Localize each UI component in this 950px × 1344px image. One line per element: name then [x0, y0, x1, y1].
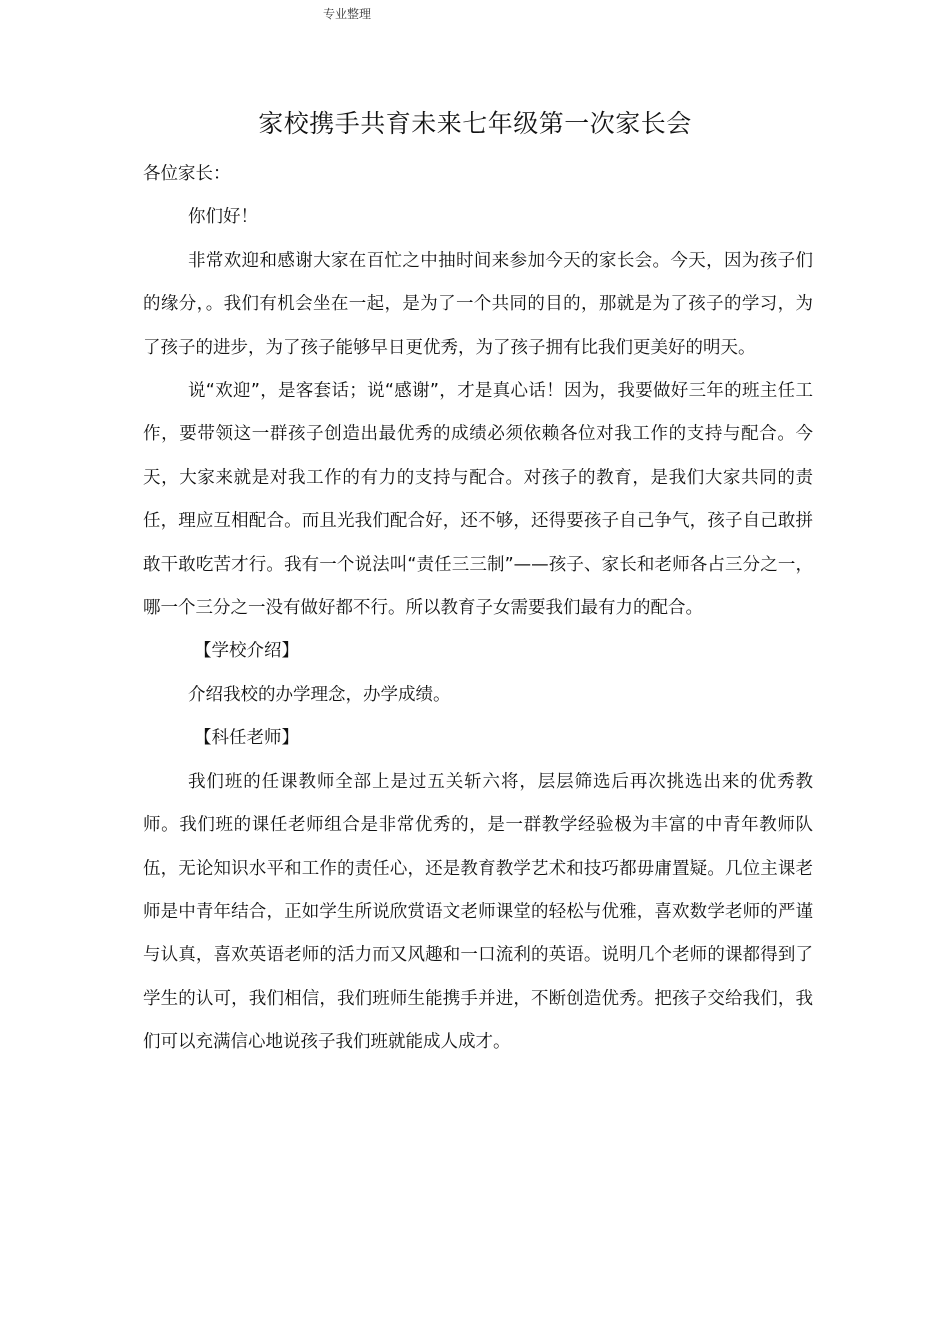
section-heading-teachers: 【科任老师】 [194, 728, 299, 749]
teachers-introduction: 我们班的任课教师全部上是过五关斩六将，层层筛选后再次挑选出来的优秀教师。我们班的课任老师组合是非常优秀的，是一群教学经验极为丰富的中青年教师队伍，无论知识水平和工作的责任心，还是教育教学艺术和技巧都毋庸置疑。几位主课老师是中青年结合，正如学生所说欣赏语文老师课堂的轻松与优雅，喜欢数学老师的严谨与认真，喜欢英语老师的活力而又风趣和一口流利的英语。说明几个老师的课都得到了学生的认可，我们相信，我们班师生能携手并进，不断创造优秀。把孩子交给我们，我们可以充满信心地说孩子我们班就能成人成才。 [143, 771, 813, 1053]
paragraph-cooperation: 说“欢迎”，是客套话；说“感谢”，才是真心话！因为，我要做好三年的班主任工作，要带领这一群孩子创造出最优秀的成绩必须依赖各位对我工作的支持与配合。今天，大家来就是对我工作的有力的支持与配合。对孩子的教育，是我们大家共同的责任，理应互相配合。而且光我们配合好，还不够，还得要孩子自己争气，孩子自己敢拼敢干敢吃苦才行。我有一个说法叫“责任三三制”——孩子、家长和老师各占三分之一，哪一个三分之一没有做好都不行。所以教育子女需要我们最有力的配合。 [143, 381, 813, 619]
greeting: 你们好！ [188, 207, 258, 228]
paragraph-welcome: 非常欢迎和感谢大家在百忙之中抽时间来参加今天的家长会。今天，因为孩子们的缘分，。我们有机会坐在一起，是为了一个共同的目的，那就是为了孩子的学习，为了孩子的进步，为了孩子能够早日更优秀，为了孩子拥有比我们更美好的明天。 [143, 250, 813, 358]
salutation: 各位家长： [143, 164, 231, 184]
document-body [143, 153, 813, 1065]
school-introduction: 介绍我校的办学理念，办学成绩。 [188, 684, 451, 705]
header-note: 专业整理 [323, 7, 372, 21]
document-title: 家校携手共育未来七年级第一次家长会 [258, 109, 692, 138]
section-heading-school: 【学校介绍】 [194, 641, 299, 662]
